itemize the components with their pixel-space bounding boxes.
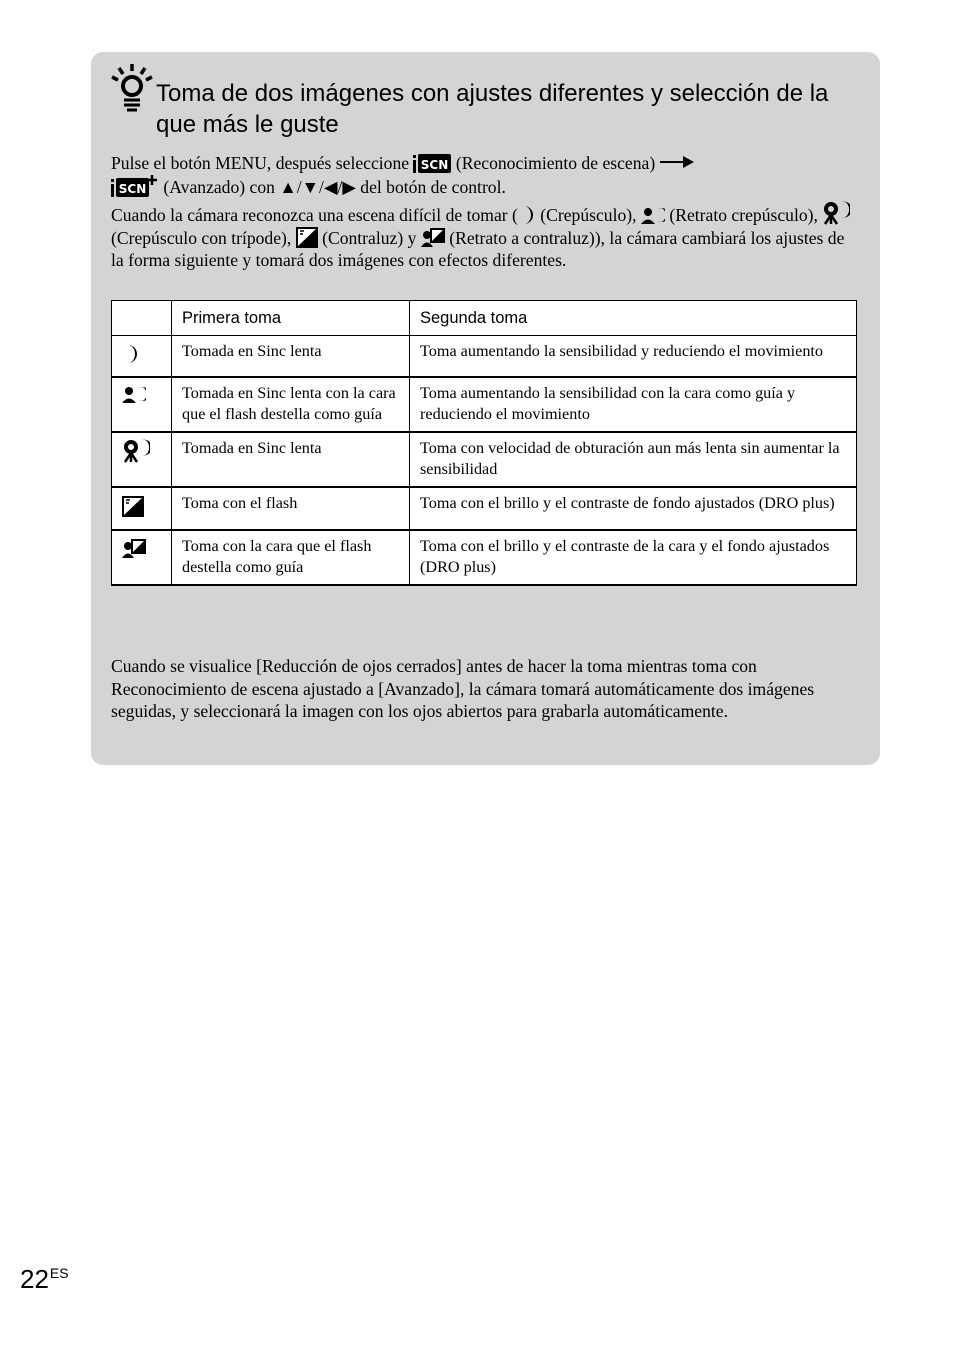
intro-paragraph <box>111 152 851 198</box>
table-icon-cell <box>112 487 172 530</box>
table-header-second: Segunda toma <box>410 301 857 336</box>
page-number-value: 22 <box>20 1264 49 1294</box>
twilight-icon <box>518 205 536 225</box>
table-cell: Toma con la cara que el flash destella como guía <box>172 530 410 585</box>
table-header-first: Primera toma <box>172 301 410 336</box>
tip-title: Toma de dos imágenes con ajustes diferentes y selección de la que más le guste <box>156 80 829 138</box>
table-row <box>112 377 857 432</box>
table-cell: Toma con velocidad de obturación aun más lenta sin aumentar la sensibilidad <box>410 432 857 487</box>
table-icon-cell <box>112 377 172 432</box>
table-icon-cell <box>112 432 172 487</box>
page-number <box>20 1264 69 1295</box>
twilight-portrait-icon <box>641 207 665 225</box>
twilight-tripod-icon <box>122 439 150 463</box>
scene-text-5: (Contraluz) y <box>322 227 417 248</box>
table-cell: Toma con el brillo y el contraste de fondo ajustados (DRO plus) <box>410 487 857 530</box>
iscn-plus-icon <box>111 175 159 197</box>
backlight-portrait-icon <box>122 539 146 559</box>
table-cell: Tomada en Sinc lenta con la cara que el flash destella como guía <box>172 377 410 432</box>
table-row <box>112 336 857 378</box>
table-cell: Toma aumentando la sensibilidad y reduciendo el movimiento <box>410 336 857 378</box>
table-icon-cell <box>112 336 172 378</box>
lightbulb-icon <box>110 62 158 114</box>
intro-text-3: (Avanzado) con ▲/▼/◀/▶ del botón de control. <box>163 176 506 197</box>
backlight-icon <box>296 227 318 248</box>
backlight-icon <box>122 496 144 517</box>
scene-text-3: (Retrato crepúsculo), <box>669 205 818 225</box>
scene-text-6: (Retrato a contraluz)), la cámara cambiará los ajustes de la forma siguiente y tomará dos imágenes con efectos diferentes. <box>111 227 845 271</box>
twilight-icon <box>122 344 140 364</box>
shots-table <box>111 300 857 586</box>
twilight-portrait-icon <box>122 386 146 404</box>
intro-text-1: Pulse el botón MENU, después seleccione <box>111 153 410 173</box>
table-cell: Toma aumentando la sensibilidad con la cara como guía y reduciendo el movimiento <box>410 377 857 432</box>
scene-text-4: (Crepúsculo con trípode), <box>111 227 292 248</box>
table-cell: Tomada en Sinc lenta <box>172 432 410 487</box>
table-cell: Toma con el flash <box>172 487 410 530</box>
twilight-tripod-icon <box>822 201 850 225</box>
backlight-portrait-icon <box>421 228 445 248</box>
scene-paragraph <box>111 201 851 272</box>
svg-text:SCN: SCN <box>421 158 449 172</box>
arrow-right-icon <box>660 155 694 169</box>
iscn-icon <box>413 153 451 173</box>
page-language: ES <box>49 1265 69 1281</box>
intro-text-2: (Reconocimiento de escena) <box>455 153 656 173</box>
closing-paragraph: Cuando se visualice [Reducción de ojos cerrados] antes de hacer la toma mientras toma con Reconocimiento de escena ajustado a [Avanzado], la cámara tomará automáticamente dos imágenes seguidas, y seleccionará la imagen con los ojos abiertos para grabarla automáticamente. <box>111 656 815 722</box>
table-row <box>112 487 857 530</box>
scene-text-2: (Crepúsculo), <box>540 205 637 225</box>
table-cell: Tomada en Sinc lenta <box>172 336 410 378</box>
table-row <box>112 530 857 585</box>
table-header-row <box>112 301 857 336</box>
table-icon-cell <box>112 530 172 585</box>
scene-text-1: Cuando la cámara reconozca una escena difícil de tomar ( <box>111 205 518 225</box>
table-header-icon <box>112 301 172 336</box>
table-cell: Toma con el brillo y el contraste de la cara y el fondo ajustados (DRO plus) <box>410 530 857 585</box>
svg-text:SCN: SCN <box>118 181 147 196</box>
table-row <box>112 432 857 487</box>
